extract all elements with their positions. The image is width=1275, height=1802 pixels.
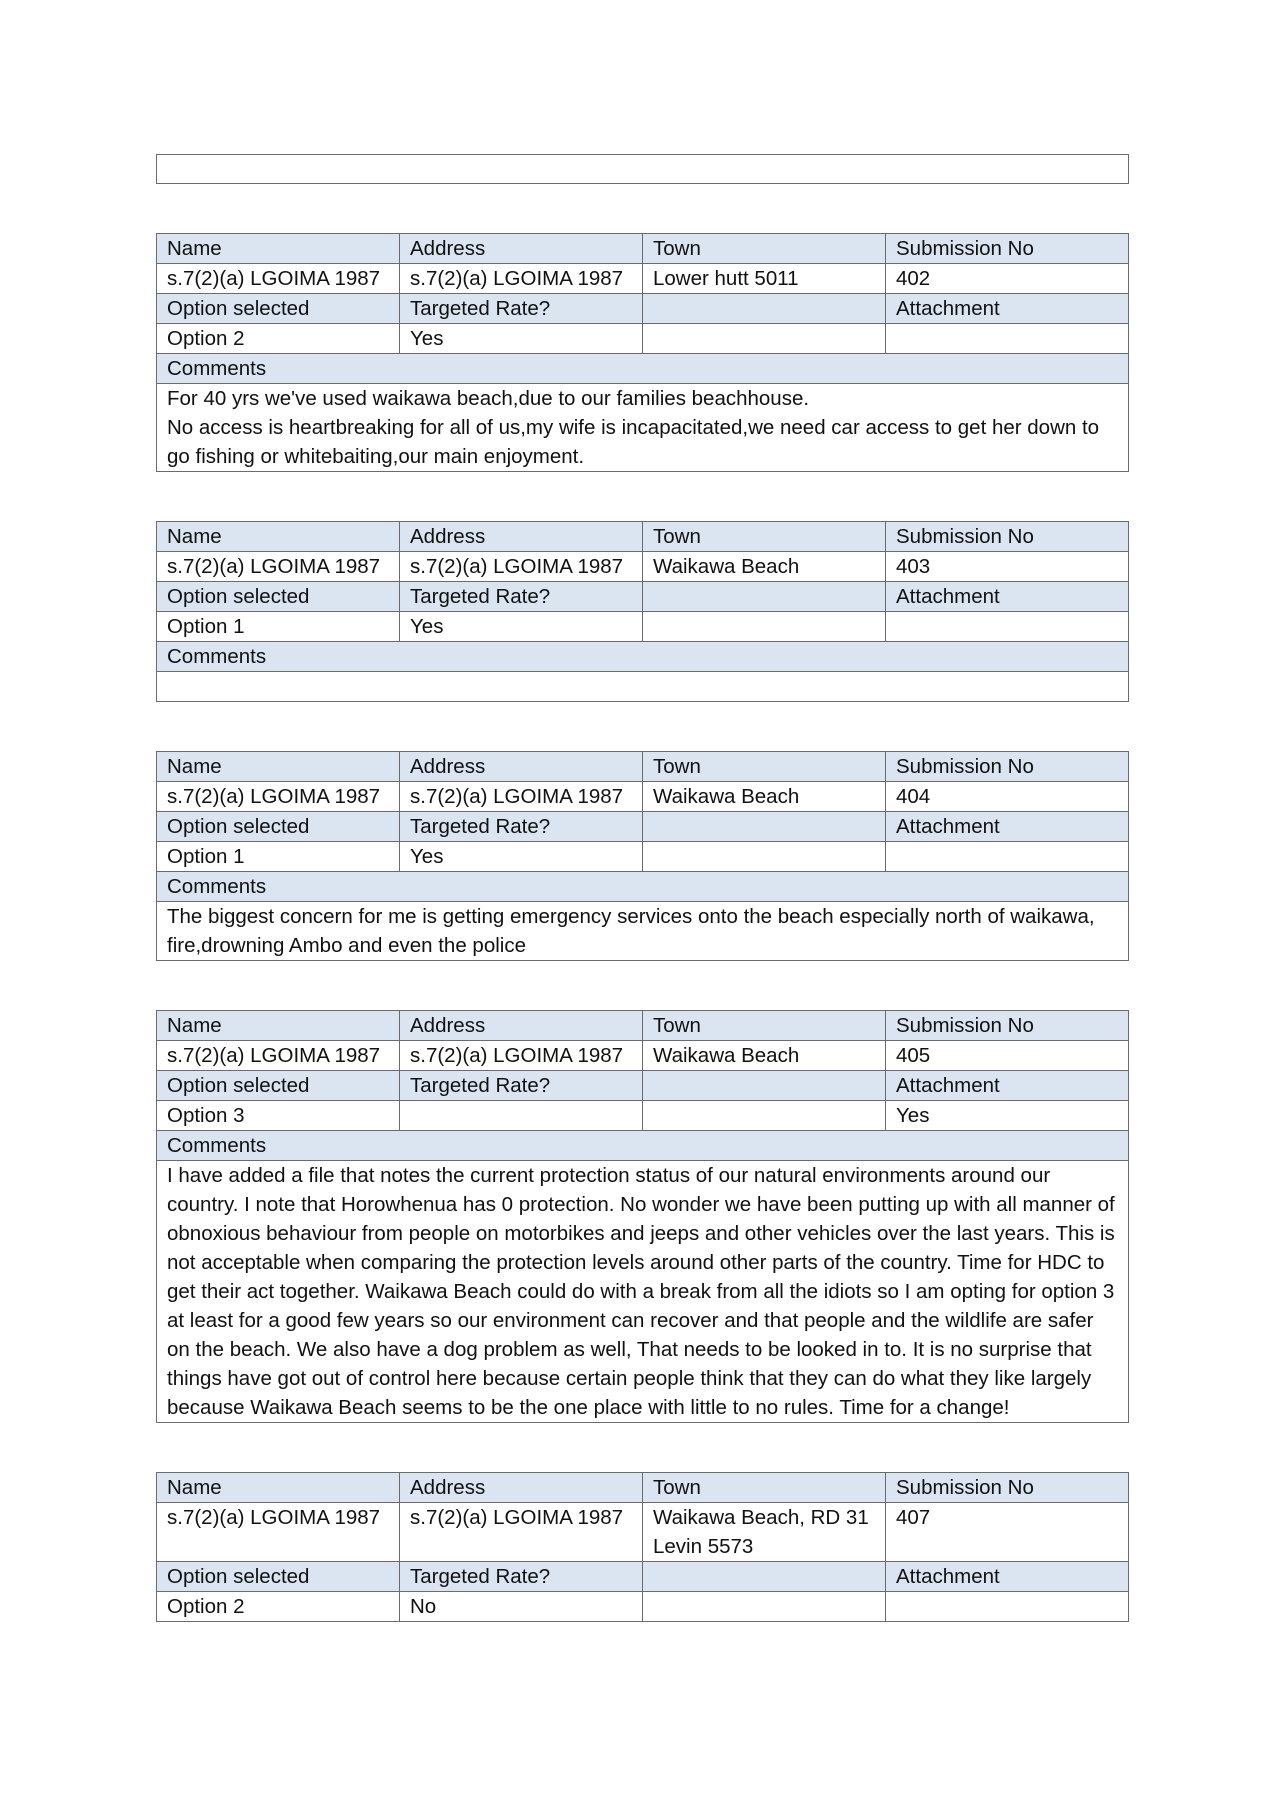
name-label: Name xyxy=(157,1011,400,1041)
town-value: Lower hutt 5011 xyxy=(643,264,886,294)
submission-no-label: Submission No xyxy=(886,1473,1129,1503)
value-row xyxy=(157,264,1129,294)
empty-box xyxy=(156,154,1129,184)
attachment-label: Attachment xyxy=(886,582,1129,612)
option-header-row xyxy=(157,1071,1129,1101)
option-header-row xyxy=(157,294,1129,324)
value-row xyxy=(157,552,1129,582)
name-value: s.7(2)(a) LGOIMA 1987 xyxy=(157,782,400,812)
address-label: Address xyxy=(400,1473,643,1503)
header-row xyxy=(157,522,1129,552)
option-value: Option 1 xyxy=(157,612,400,642)
attachment-value: Yes xyxy=(886,1101,1129,1131)
submission-no-value: 402 xyxy=(886,264,1129,294)
comments-text: The biggest concern for me is getting emergency services onto the beach especially north of waikawa, fire,drowning Ambo and even the police xyxy=(157,902,1129,961)
comments-row xyxy=(157,902,1129,961)
town-value: Waikawa Beach xyxy=(643,1041,886,1071)
empty-cell xyxy=(643,1101,886,1131)
name-label: Name xyxy=(157,752,400,782)
address-value: s.7(2)(a) LGOIMA 1987 xyxy=(400,1503,643,1562)
targeted-rate-label: Targeted Rate? xyxy=(400,1071,643,1101)
address-value: s.7(2)(a) LGOIMA 1987 xyxy=(400,552,643,582)
comments-label: Comments xyxy=(157,642,1129,672)
empty-cell xyxy=(643,842,886,872)
option-selected-label: Option selected xyxy=(157,1071,400,1101)
value-row xyxy=(157,1503,1129,1562)
town-label: Town xyxy=(643,752,886,782)
header-row xyxy=(157,752,1129,782)
submission-no-label: Submission No xyxy=(886,234,1129,264)
comments-text: I have added a file that notes the current protection status of our natural environments around our country. I note that Horowhenua has 0 protection. No wonder we have been putting up with all manner of obnoxious behaviour from people on motorbikes and jeeps and other vehicles over the last years. This is not acceptable when comparing the protection levels around other parts of the country. Time for HDC to get their act together. Waikawa Beach could do with a break from all the idiots so I am opting for option 3 at least for a good few years so our environment can recover and that people and the wildlife are safer on the beach. We also have a dog problem as well, That needs to be looked in to. It is no surprise that things have got out of control here because certain people think that they can do what they like largely because Waikawa Beach seems to be the one place with little to no rules. Time for a change! xyxy=(157,1161,1129,1423)
town-value: Waikawa Beach, RD 31 Levin 5573 xyxy=(643,1503,886,1562)
address-label: Address xyxy=(400,1011,643,1041)
option-header-row xyxy=(157,812,1129,842)
submission-no-value: 403 xyxy=(886,552,1129,582)
attachment-label: Attachment xyxy=(886,294,1129,324)
comments-label: Comments xyxy=(157,1131,1129,1161)
attachment-label: Attachment xyxy=(886,812,1129,842)
town-label: Town xyxy=(643,1473,886,1503)
submission-no-value: 404 xyxy=(886,782,1129,812)
targeted-rate-value: No xyxy=(400,1592,643,1622)
option-value-row xyxy=(157,1592,1129,1622)
comment-paragraph: No access is heartbreaking for all of us,my wife is incapacitated,we need car access to get her down to go fishing or whitebaiting,our main enjoyment. xyxy=(167,416,1100,468)
submission-no-value: 407 xyxy=(886,1503,1129,1562)
address-value: s.7(2)(a) LGOIMA 1987 xyxy=(400,264,643,294)
name-label: Name xyxy=(157,234,400,264)
comments-row xyxy=(157,672,1129,702)
option-value: Option 2 xyxy=(157,324,400,354)
town-value: Waikawa Beach xyxy=(643,782,886,812)
value-row xyxy=(157,1041,1129,1071)
submission-table-405 xyxy=(156,1010,1129,1423)
comments-header-row xyxy=(157,872,1129,902)
comments-label: Comments xyxy=(157,872,1129,902)
comments-header-row xyxy=(157,642,1129,672)
header-row xyxy=(157,1011,1129,1041)
name-value: s.7(2)(a) LGOIMA 1987 xyxy=(157,1041,400,1071)
targeted-rate-label: Targeted Rate? xyxy=(400,294,643,324)
empty-cell xyxy=(643,582,886,612)
comments-row xyxy=(157,1161,1129,1423)
submission-table-404 xyxy=(156,751,1129,961)
option-header-row xyxy=(157,582,1129,612)
comments-text xyxy=(157,672,1129,702)
targeted-rate-value: Yes xyxy=(400,324,643,354)
empty-cell xyxy=(643,324,886,354)
header-row xyxy=(157,234,1129,264)
option-header-row xyxy=(157,1562,1129,1592)
attachment-label: Attachment xyxy=(886,1071,1129,1101)
comments-header-row xyxy=(157,354,1129,384)
submission-table-403 xyxy=(156,521,1129,702)
option-selected-label: Option selected xyxy=(157,294,400,324)
option-value: Option 2 xyxy=(157,1592,400,1622)
submission-table-402 xyxy=(156,233,1129,472)
submission-no-label: Submission No xyxy=(886,1011,1129,1041)
option-selected-label: Option selected xyxy=(157,582,400,612)
attachment-value xyxy=(886,324,1129,354)
name-value: s.7(2)(a) LGOIMA 1987 xyxy=(157,1503,400,1562)
submission-no-label: Submission No xyxy=(886,522,1129,552)
address-label: Address xyxy=(400,234,643,264)
option-value-row xyxy=(157,612,1129,642)
option-value: Option 1 xyxy=(157,842,400,872)
submission-table-407 xyxy=(156,1472,1129,1622)
submission-no-value: 405 xyxy=(886,1041,1129,1071)
empty-cell xyxy=(643,294,886,324)
option-value: Option 3 xyxy=(157,1101,400,1131)
targeted-rate-label: Targeted Rate? xyxy=(400,582,643,612)
empty-cell xyxy=(643,1592,886,1622)
name-label: Name xyxy=(157,522,400,552)
town-label: Town xyxy=(643,522,886,552)
empty-cell xyxy=(643,612,886,642)
option-value-row xyxy=(157,324,1129,354)
option-value-row xyxy=(157,1101,1129,1131)
name-value: s.7(2)(a) LGOIMA 1987 xyxy=(157,552,400,582)
targeted-rate-value: Yes xyxy=(400,842,643,872)
address-label: Address xyxy=(400,752,643,782)
attachment-value xyxy=(886,612,1129,642)
town-label: Town xyxy=(643,234,886,264)
empty-cell xyxy=(643,812,886,842)
name-value: s.7(2)(a) LGOIMA 1987 xyxy=(157,264,400,294)
address-value: s.7(2)(a) LGOIMA 1987 xyxy=(400,782,643,812)
comment-paragraph: For 40 yrs we've used waikawa beach,due to our families beachhouse. xyxy=(167,387,810,410)
submission-no-label: Submission No xyxy=(886,752,1129,782)
address-label: Address xyxy=(400,522,643,552)
comments-row xyxy=(157,384,1129,472)
targeted-rate-label: Targeted Rate? xyxy=(400,812,643,842)
option-selected-label: Option selected xyxy=(157,812,400,842)
document-page xyxy=(156,154,1129,1671)
address-value: s.7(2)(a) LGOIMA 1987 xyxy=(400,1041,643,1071)
option-value-row xyxy=(157,842,1129,872)
name-label: Name xyxy=(157,1473,400,1503)
attachment-value xyxy=(886,842,1129,872)
empty-cell xyxy=(643,1071,886,1101)
targeted-rate-value: Yes xyxy=(400,612,643,642)
comments-header-row xyxy=(157,1131,1129,1161)
comments-text xyxy=(157,384,1129,472)
attachment-label: Attachment xyxy=(886,1562,1129,1592)
targeted-rate-value xyxy=(400,1101,643,1131)
empty-cell xyxy=(643,1562,886,1592)
targeted-rate-label: Targeted Rate? xyxy=(400,1562,643,1592)
comments-label: Comments xyxy=(157,354,1129,384)
option-selected-label: Option selected xyxy=(157,1562,400,1592)
attachment-value xyxy=(886,1592,1129,1622)
header-row xyxy=(157,1473,1129,1503)
town-value: Waikawa Beach xyxy=(643,552,886,582)
value-row xyxy=(157,782,1129,812)
town-label: Town xyxy=(643,1011,886,1041)
